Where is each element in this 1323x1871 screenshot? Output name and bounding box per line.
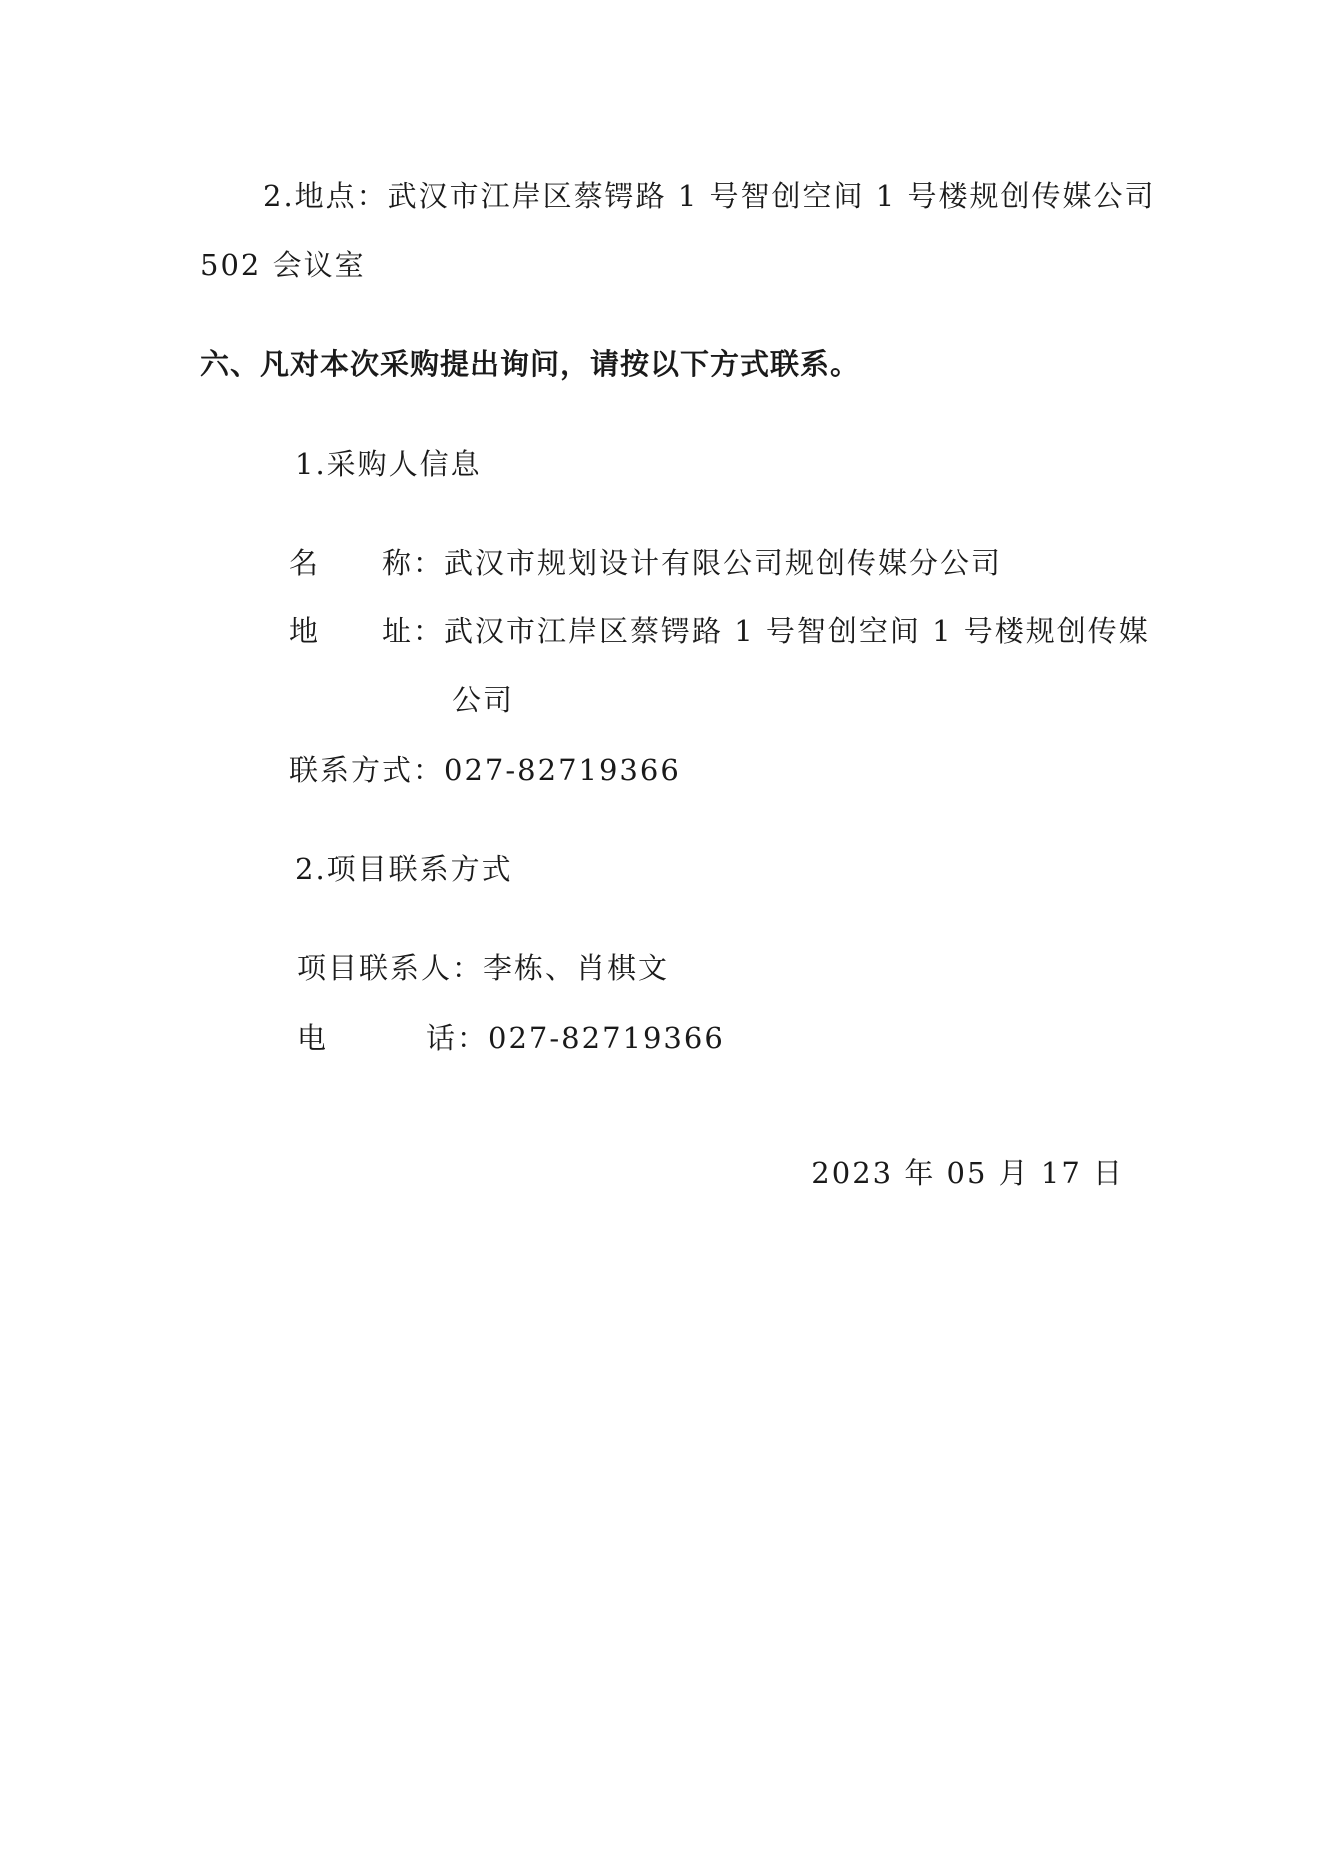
- venue-line-1: 2.地点：武汉市江岸区蔡锷路 1 号智创空间 1 号楼规创传媒公司: [263, 179, 1156, 213]
- address-label-b: 址：: [382, 614, 445, 648]
- section-6-heading: 六、凡对本次采购提出询问，请按以下方式联系。: [200, 347, 861, 381]
- purchaser-name-row: [289, 543, 1002, 583]
- project-phone-row: [297, 1018, 725, 1058]
- project-person-row: [297, 948, 669, 988]
- name-label-b: 称：: [382, 546, 445, 580]
- venue-line-2: 502 会议室: [200, 248, 366, 282]
- phone-value: 027-82719366: [488, 1021, 725, 1055]
- person-label: 项目联系人：: [297, 951, 484, 985]
- purchaser-contact-row: [289, 750, 681, 790]
- address-value-line-2: 公司: [452, 683, 515, 717]
- project-contact-subheading: 2.项目联系方式: [295, 852, 513, 886]
- name-value: 武汉市规划设计有限公司规创传媒分公司: [444, 546, 1003, 580]
- address-value-line-1: 武汉市江岸区蔡锷路 1 号智创空间 1 号楼规创传媒: [444, 614, 1150, 648]
- purchaser-address-row: [289, 611, 1150, 651]
- person-value: 李栋、肖棋文: [483, 951, 670, 985]
- document-date: 2023 年 05 月 17 日: [811, 1156, 1124, 1190]
- contact-value: 027-82719366: [444, 753, 681, 787]
- contact-label: 联系方式：: [289, 753, 445, 787]
- address-label-a: 地: [289, 614, 321, 648]
- phone-label-a: 电: [297, 1021, 329, 1055]
- phone-label-b: 话：: [426, 1021, 489, 1055]
- name-label-a: 名: [289, 546, 321, 580]
- purchaser-subheading: 1.采购人信息: [295, 447, 482, 481]
